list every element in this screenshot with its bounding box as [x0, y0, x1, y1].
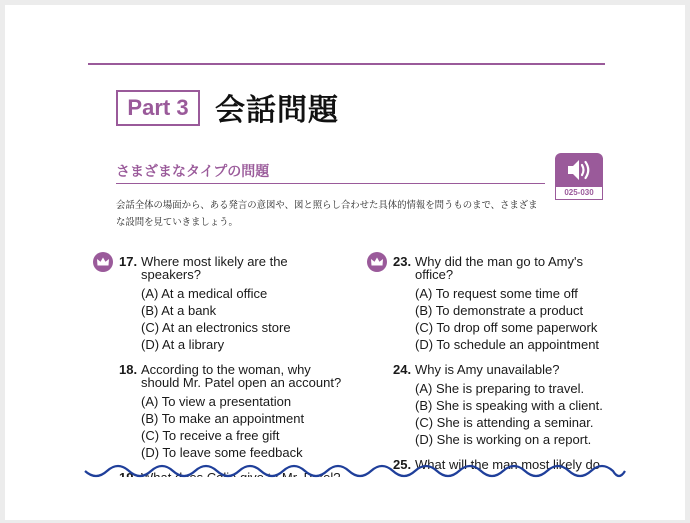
top-rule [88, 63, 605, 65]
question-item [93, 255, 343, 353]
questions-left-column [93, 255, 343, 484]
question-text-line: Why is Amy unavailable? [415, 362, 560, 377]
answer-option[interactable]: (B) At a bank [141, 303, 217, 318]
question-text [415, 458, 617, 471]
answer-option[interactable]: (B) She is speaking with a client. [415, 398, 603, 413]
section-rule [116, 183, 545, 184]
question-item [367, 255, 617, 353]
answer-option[interactable]: (C) At an electronics store [141, 320, 291, 335]
answer-option[interactable]: (C) She is attending a seminar. [415, 415, 594, 430]
question-text [415, 363, 617, 376]
question-text-line: Where most likely are the speakers? [141, 254, 288, 282]
section-heading: さまざまなタイプの問題 [116, 164, 270, 180]
crown-icon [93, 252, 113, 272]
speaker-icon [565, 157, 593, 183]
part-label: Part 3 [116, 90, 200, 126]
answer-option[interactable]: (D) At a library [141, 337, 225, 352]
answer-options [141, 285, 343, 353]
questions-right-column [367, 255, 617, 471]
answer-option[interactable]: (C) To drop off some paperwork [415, 320, 598, 335]
audio-badge-top[interactable] [555, 153, 603, 187]
answer-options [141, 393, 343, 461]
question-text [141, 363, 343, 389]
intro-line: な設問を見ていきましょう。 [116, 217, 238, 228]
answer-option[interactable]: (D) She is working on a report. [415, 432, 592, 447]
intro-line: 会話全体の場面から、ある発言の意図や、図と照らし合わせた具体的情報を問うものまで、さまざま [116, 200, 538, 211]
answer-options [415, 380, 617, 448]
textbook-page [5, 5, 685, 520]
answer-option[interactable]: (A) At a medical office [141, 286, 268, 301]
question-text [415, 255, 617, 281]
question-text-line: According to the woman, why [141, 362, 311, 377]
question-text-line: should Mr. Patel open an account? [141, 375, 342, 390]
answer-option[interactable]: (D) To leave some feedback [141, 445, 303, 460]
answer-option[interactable]: (A) To view a presentation [141, 394, 292, 409]
section-intro [116, 197, 551, 231]
page-title: 会話問題 [215, 93, 339, 128]
question-number: 25. [393, 457, 412, 472]
question-number: 24. [393, 362, 412, 377]
question-item [367, 363, 617, 448]
answer-option[interactable]: (B) To demonstrate a product [415, 303, 584, 318]
answer-option[interactable]: (D) To schedule an appointment [415, 337, 600, 352]
question-number: 18. [119, 362, 138, 377]
question-text-line: Why did the man go to Amy's [415, 254, 583, 269]
answer-option[interactable]: (A) To request some time off [415, 286, 578, 301]
question-item [367, 458, 617, 471]
question-text-line: What will the man most likely do [415, 457, 600, 472]
audio-track-code: 025-030 [555, 187, 603, 200]
answer-option[interactable]: (C) To receive a free gift [141, 428, 280, 443]
question-text [141, 255, 343, 281]
answer-option[interactable]: (B) To make an appointment [141, 411, 305, 426]
audio-track-badge[interactable] [555, 153, 603, 201]
question-text-line: office? [415, 267, 454, 282]
question-number: 17. [119, 254, 138, 269]
answer-option[interactable]: (A) She is preparing to travel. [415, 381, 585, 396]
answer-options [415, 285, 617, 353]
crown-icon [367, 252, 387, 272]
question-number: 23. [393, 254, 412, 269]
page-cutoff [5, 477, 685, 520]
question-item [93, 363, 343, 461]
